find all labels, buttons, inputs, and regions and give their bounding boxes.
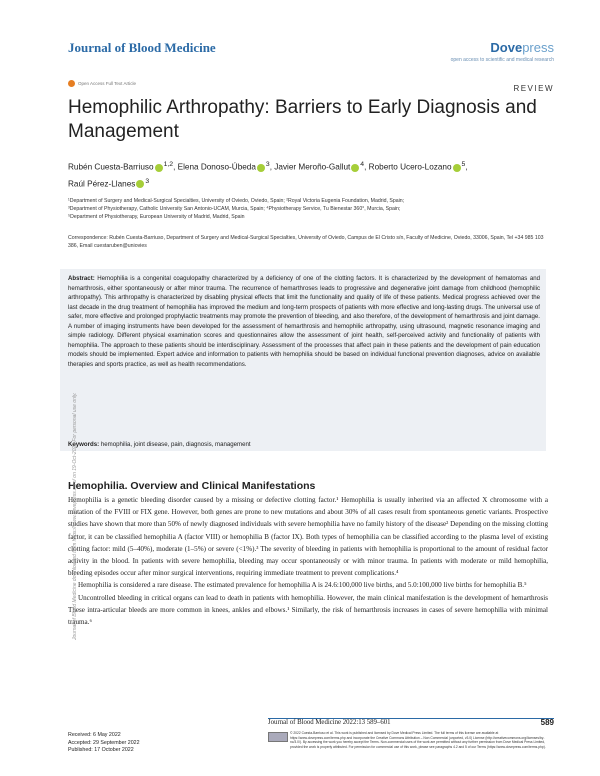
download-notice: Journal of Blood Medicine downloaded from https://www.dovepress.com/ on 19-Oct-2022 For personal use only. bbox=[72, 392, 78, 640]
correspondence: Correspondence: Rubén Cuesta-Barriuso, Department of Surgery and Medical-Surgical Specialties, University of Oviedo, Campus de El Cristo s/n, Faculty of Medicine, Oviedo, 33006, Spain, Tel +34 985 103 386, Email cuestaruben@uniovies bbox=[68, 235, 544, 249]
paragraph: Uncontrolled bleeding in critical organs can lead to death in patients with hemophilia. However, the main clinical manifestation is the development of hemarthrosis These intra-articular bleeds are more common in knees, ankles and elbows.¹ Similarly, the risk of hemarthrosis increases in cases of severe hemophilia with minimal trauma.⁶ bbox=[68, 593, 548, 627]
abstract-label: Abstract: bbox=[68, 275, 95, 282]
abstract-text: Hemophilia is a congenital coagulopathy characterized by a deficiency of one of the clotting factors. It is characterized by the development of hematomas and hemarthrosis, either spontaneously or after minor trauma. The recurrence of hemarthroses leads to progressive and degenerative joint damage from childhood (hemophilic arthropathy). This arthropathy is characterized by disabling physical effects that limit the functionality and quality of life of these patients. Medical progress achieved over the last decade in the drug treatment of hemophilia has improved the medium and long-term prospects of patients with more effective and long-lasting drugs. The universal use of safer, more effective and prolonged prophylactic treatments may promote the prevention of bleeding, and also therefore, of the development of hemarthrosis and joint damage. A number of imaging instruments have been developed for the assessment of hemarthrosis and hemophilic arthropathy, using ultrasound, magnetic resonance imaging and simple radiology. Different physical examination scores and questionnaires allow the assessment of joint health, self-perceived activity and functionality of patients with hemophilia. The approach to these patients should be interdisciplinary. Assessment of the processes that affect pain in these patients and the development of pain education models should be implemented. Expert advice and information to patients with hemophilia should be based on individual functional prevention diagnoses, advice on available therapies and sports practice, as well as health recommendations. bbox=[68, 275, 540, 368]
publication-dates bbox=[68, 732, 140, 755]
footer-citation: Journal of Blood Medicine 2022:13 589–601 bbox=[268, 719, 391, 726]
open-access-icon bbox=[68, 80, 75, 87]
section-heading: Hemophilia. Overview and Clinical Manifestations bbox=[68, 480, 316, 492]
paragraph: Hemophilia is considered a rare disease. The estimated prevalence for hemophilia A is 24.6:100,000 live births, and 5.0:100,000 live births for hemophilia B.⁵ bbox=[78, 581, 527, 590]
accepted-date: Accepted: 29 September 2022 bbox=[68, 739, 140, 746]
author: Javier Meroño-Gallut bbox=[274, 162, 351, 172]
download-sidebar bbox=[22, 180, 82, 640]
orcid-icon[interactable] bbox=[136, 180, 144, 188]
author-list: Rubén Cuesta-Barriuso $^{1,2}$, Elena Donoso-Úbeda $^3$, Javier Meroño-Gallut $^4$, Roberto Ucero-Lozano $^5$, Raúl Pérez-Llanes $^3$ bbox=[68, 161, 468, 189]
page-number: 589 bbox=[540, 718, 554, 727]
license-text: © 2022 Cuesta-Barriuso et al. This work is published and licensed by Dove Medical Press Limited. The full terms of this license are available at https://www.dovepress.com/terms.php and incorporate the Creative Commons Attribution – Non Commercial (unported, v3.0) License (http://creativecommons.org/licenses/by-nc/3.0/). By accessing the work you hereby accept the Terms. Non-commercial uses of the work are permitted without any further permission from Dove Medical Press Limited, provided the work is properly attributed. For permission for commercial use of this work, please see paragraphs 4.2 and 5 of our Terms (https://www.dovepress.com/terms.php). bbox=[290, 731, 546, 750]
orcid-icon[interactable] bbox=[155, 164, 163, 172]
author: Rubén Cuesta-Barriuso bbox=[68, 162, 154, 172]
article-title: Hemophilic Arthropathy: Barriers to Early Diagnosis and Management bbox=[68, 97, 537, 142]
affiliations bbox=[68, 197, 548, 221]
affiliation-line: ³Department of Physiotherapy, Catholic University San Antonio-UCAM, Murcia, Spain; ⁴Physiotherapy Service, Tu Bienestar 360°, Murcia, Spain; bbox=[68, 206, 401, 212]
author: Raúl Pérez-Llanes bbox=[68, 179, 136, 189]
publisher-logo bbox=[451, 40, 554, 63]
orcid-icon[interactable] bbox=[453, 164, 461, 172]
publisher-tagline: open access to scientific and medical research bbox=[450, 57, 554, 63]
keywords bbox=[68, 441, 540, 448]
abstract bbox=[68, 274, 540, 369]
author: Elena Donoso-Úbeda bbox=[177, 162, 256, 172]
journal-name: Journal of Blood Medicine bbox=[68, 40, 216, 55]
received-date: Received: 6 May 2022 bbox=[68, 732, 121, 738]
keywords-label: Keywords: bbox=[68, 441, 100, 448]
published-date: Published: 17 October 2022 bbox=[68, 747, 134, 753]
affiliation-line: ⁵Department of Physiotherapy, European University of Madrid, Madrid, Spain bbox=[68, 214, 245, 220]
orcid-icon[interactable] bbox=[257, 164, 265, 172]
article-type: REVIEW bbox=[513, 84, 554, 93]
affiliation-line: ¹Department of Surgery and Medical-Surgical Specialties, University of Oviedo, Oviedo, Spain; ²Royal Victoria Eugenia Foundation, Madrid, Spain; bbox=[68, 198, 405, 204]
open-access-label: Open Access Full Text Article bbox=[68, 80, 136, 87]
publisher-wordmark: Dovepress bbox=[490, 40, 554, 55]
keywords-text: hemophilia, joint disease, pain, diagnosis, management bbox=[100, 441, 251, 448]
creative-commons-icon[interactable] bbox=[268, 732, 288, 742]
orcid-icon[interactable] bbox=[351, 164, 359, 172]
author: Roberto Ucero-Lozano bbox=[368, 162, 452, 172]
body-text bbox=[68, 494, 548, 628]
paragraph: Hemophilia is a genetic bleeding disorder caused by a missing or defective clotting factor.¹ Hemophilia is usually inherited via an affected X chromosome with a mutation of the FVIII or FIX gene. However, both genes are prone to new mutations and about 30% of all cases result from spontaneous genetic variants. Prospective studies have shown that more than 50% of newly diagnosed individuals with severe hemophilia have no family history of the disease² Depending on the missing clotting factor, it can be classified hemophilia A (factor VIII) or hemophilia B (factor IX). Both types of hemophilia can be classified according to the plasma level of existing clotting factor: mild (5–40%), moderate (1–5%) or severe (<1%).³ The severity of bleeding in patients with hemophilia is proportional to the amount of residual factor activity in the blood. In patients with severe hemophilia, bleeding may occur spontaneously or with minor trauma. In patients with moderate or mild hemophilia, bleeding episodes occur after minor surgical interventions, requiring immediate treatment to prevent complications.⁴ bbox=[68, 496, 548, 578]
